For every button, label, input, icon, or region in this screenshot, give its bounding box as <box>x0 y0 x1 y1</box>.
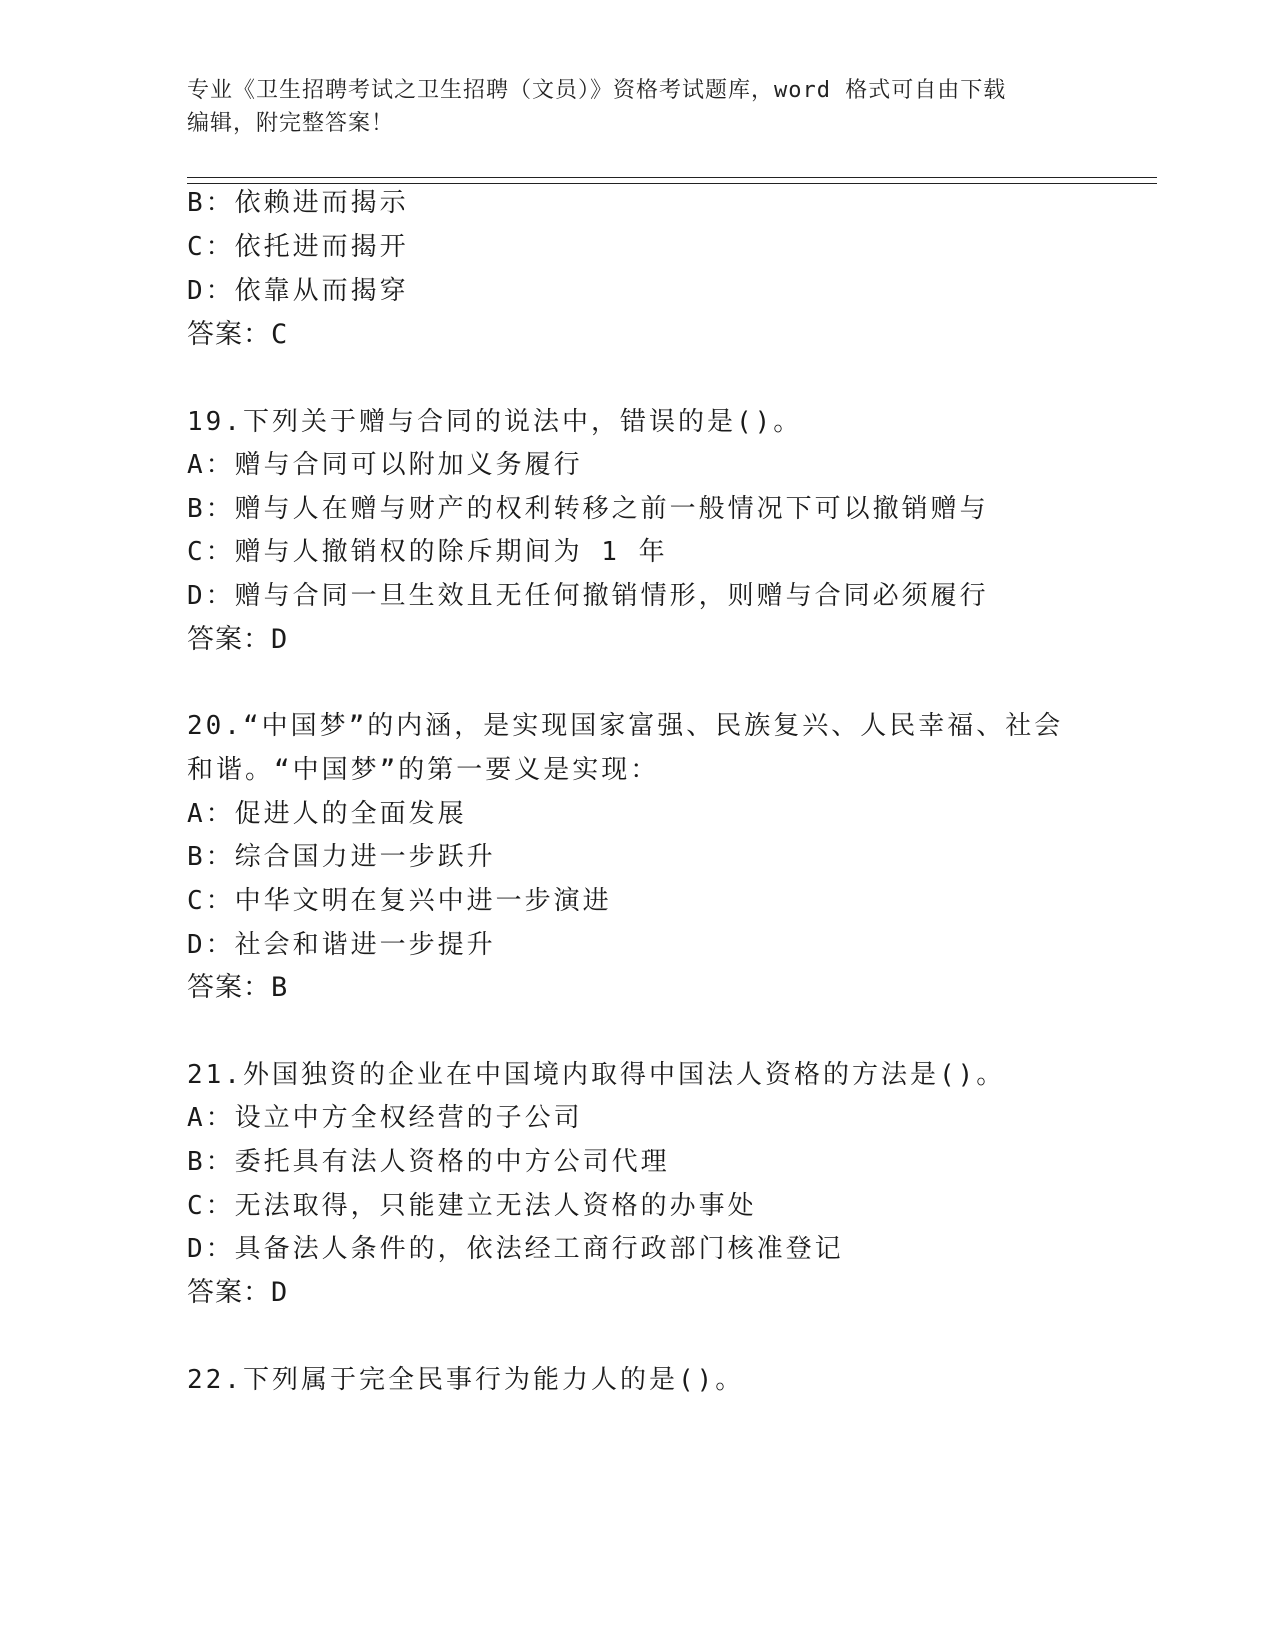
header-divider <box>187 177 1157 184</box>
q20-option-d: D：社会和谐进一步提升 <box>187 930 496 960</box>
q19-option-b: B：赠与人在赠与财产的权利转移之前一般情况下可以撤销赠与 <box>187 494 989 524</box>
q21-option-a: A：设立中方全权经营的子公司 <box>187 1103 583 1133</box>
header-line-2: 编辑，附完整答案！ <box>187 111 395 136</box>
document-page <box>187 0 1157 1650</box>
q21-option-b: B：委托具有法人资格的中方公司代理 <box>187 1147 670 1177</box>
q20-option-a: A：促进人的全面发展 <box>187 799 467 829</box>
q18-answer: 答案：C <box>187 319 289 350</box>
q21-answer: 答案：D <box>187 1277 289 1308</box>
q20-stem-line-2: 和谐。“中国梦”的第一要义是实现： <box>187 755 660 785</box>
q20-answer: 答案：B <box>187 972 289 1003</box>
q19-option-c: C：赠与人撤销权的除斥期间为 1 年 <box>187 537 668 567</box>
q18-option-d: D：依靠从而揭穿 <box>187 276 409 306</box>
q18-option-b: B：依赖进而揭示 <box>187 188 409 218</box>
q19-answer: 答案：D <box>187 624 289 655</box>
header-line-1: 专业《卫生招聘考试之卫生招聘（文员）》资格考试题库，word 格式可自由下载 <box>187 78 1007 103</box>
q20-option-c: C：中华文明在复兴中进一步演进 <box>187 886 612 916</box>
q20-stem-line-1: 20.“中国梦”的内涵，是实现国家富强、民族复兴、人民幸福、社会 <box>187 711 1064 741</box>
q19-option-a: A：赠与合同可以附加义务履行 <box>187 450 583 480</box>
q18-option-c: C：依托进而揭开 <box>187 232 409 262</box>
q22-stem: 22.下列属于完全民事行为能力人的是()。 <box>187 1365 745 1395</box>
q20-option-b: B：综合国力进一步跃升 <box>187 842 496 872</box>
q21-option-d: D：具备法人条件的，依法经工商行政部门核准登记 <box>187 1234 844 1264</box>
q19-option-d: D：赠与合同一旦生效且无任何撤销情形，则赠与合同必须履行 <box>187 581 989 611</box>
document-header <box>187 74 1087 140</box>
q21-option-c: C：无法取得，只能建立无法人资格的办事处 <box>187 1191 757 1221</box>
q21-stem: 21.外国独资的企业在中国境内取得中国法人资格的方法是()。 <box>187 1060 1006 1090</box>
q19-stem: 19.下列关于赠与合同的说法中，错误的是()。 <box>187 407 803 437</box>
